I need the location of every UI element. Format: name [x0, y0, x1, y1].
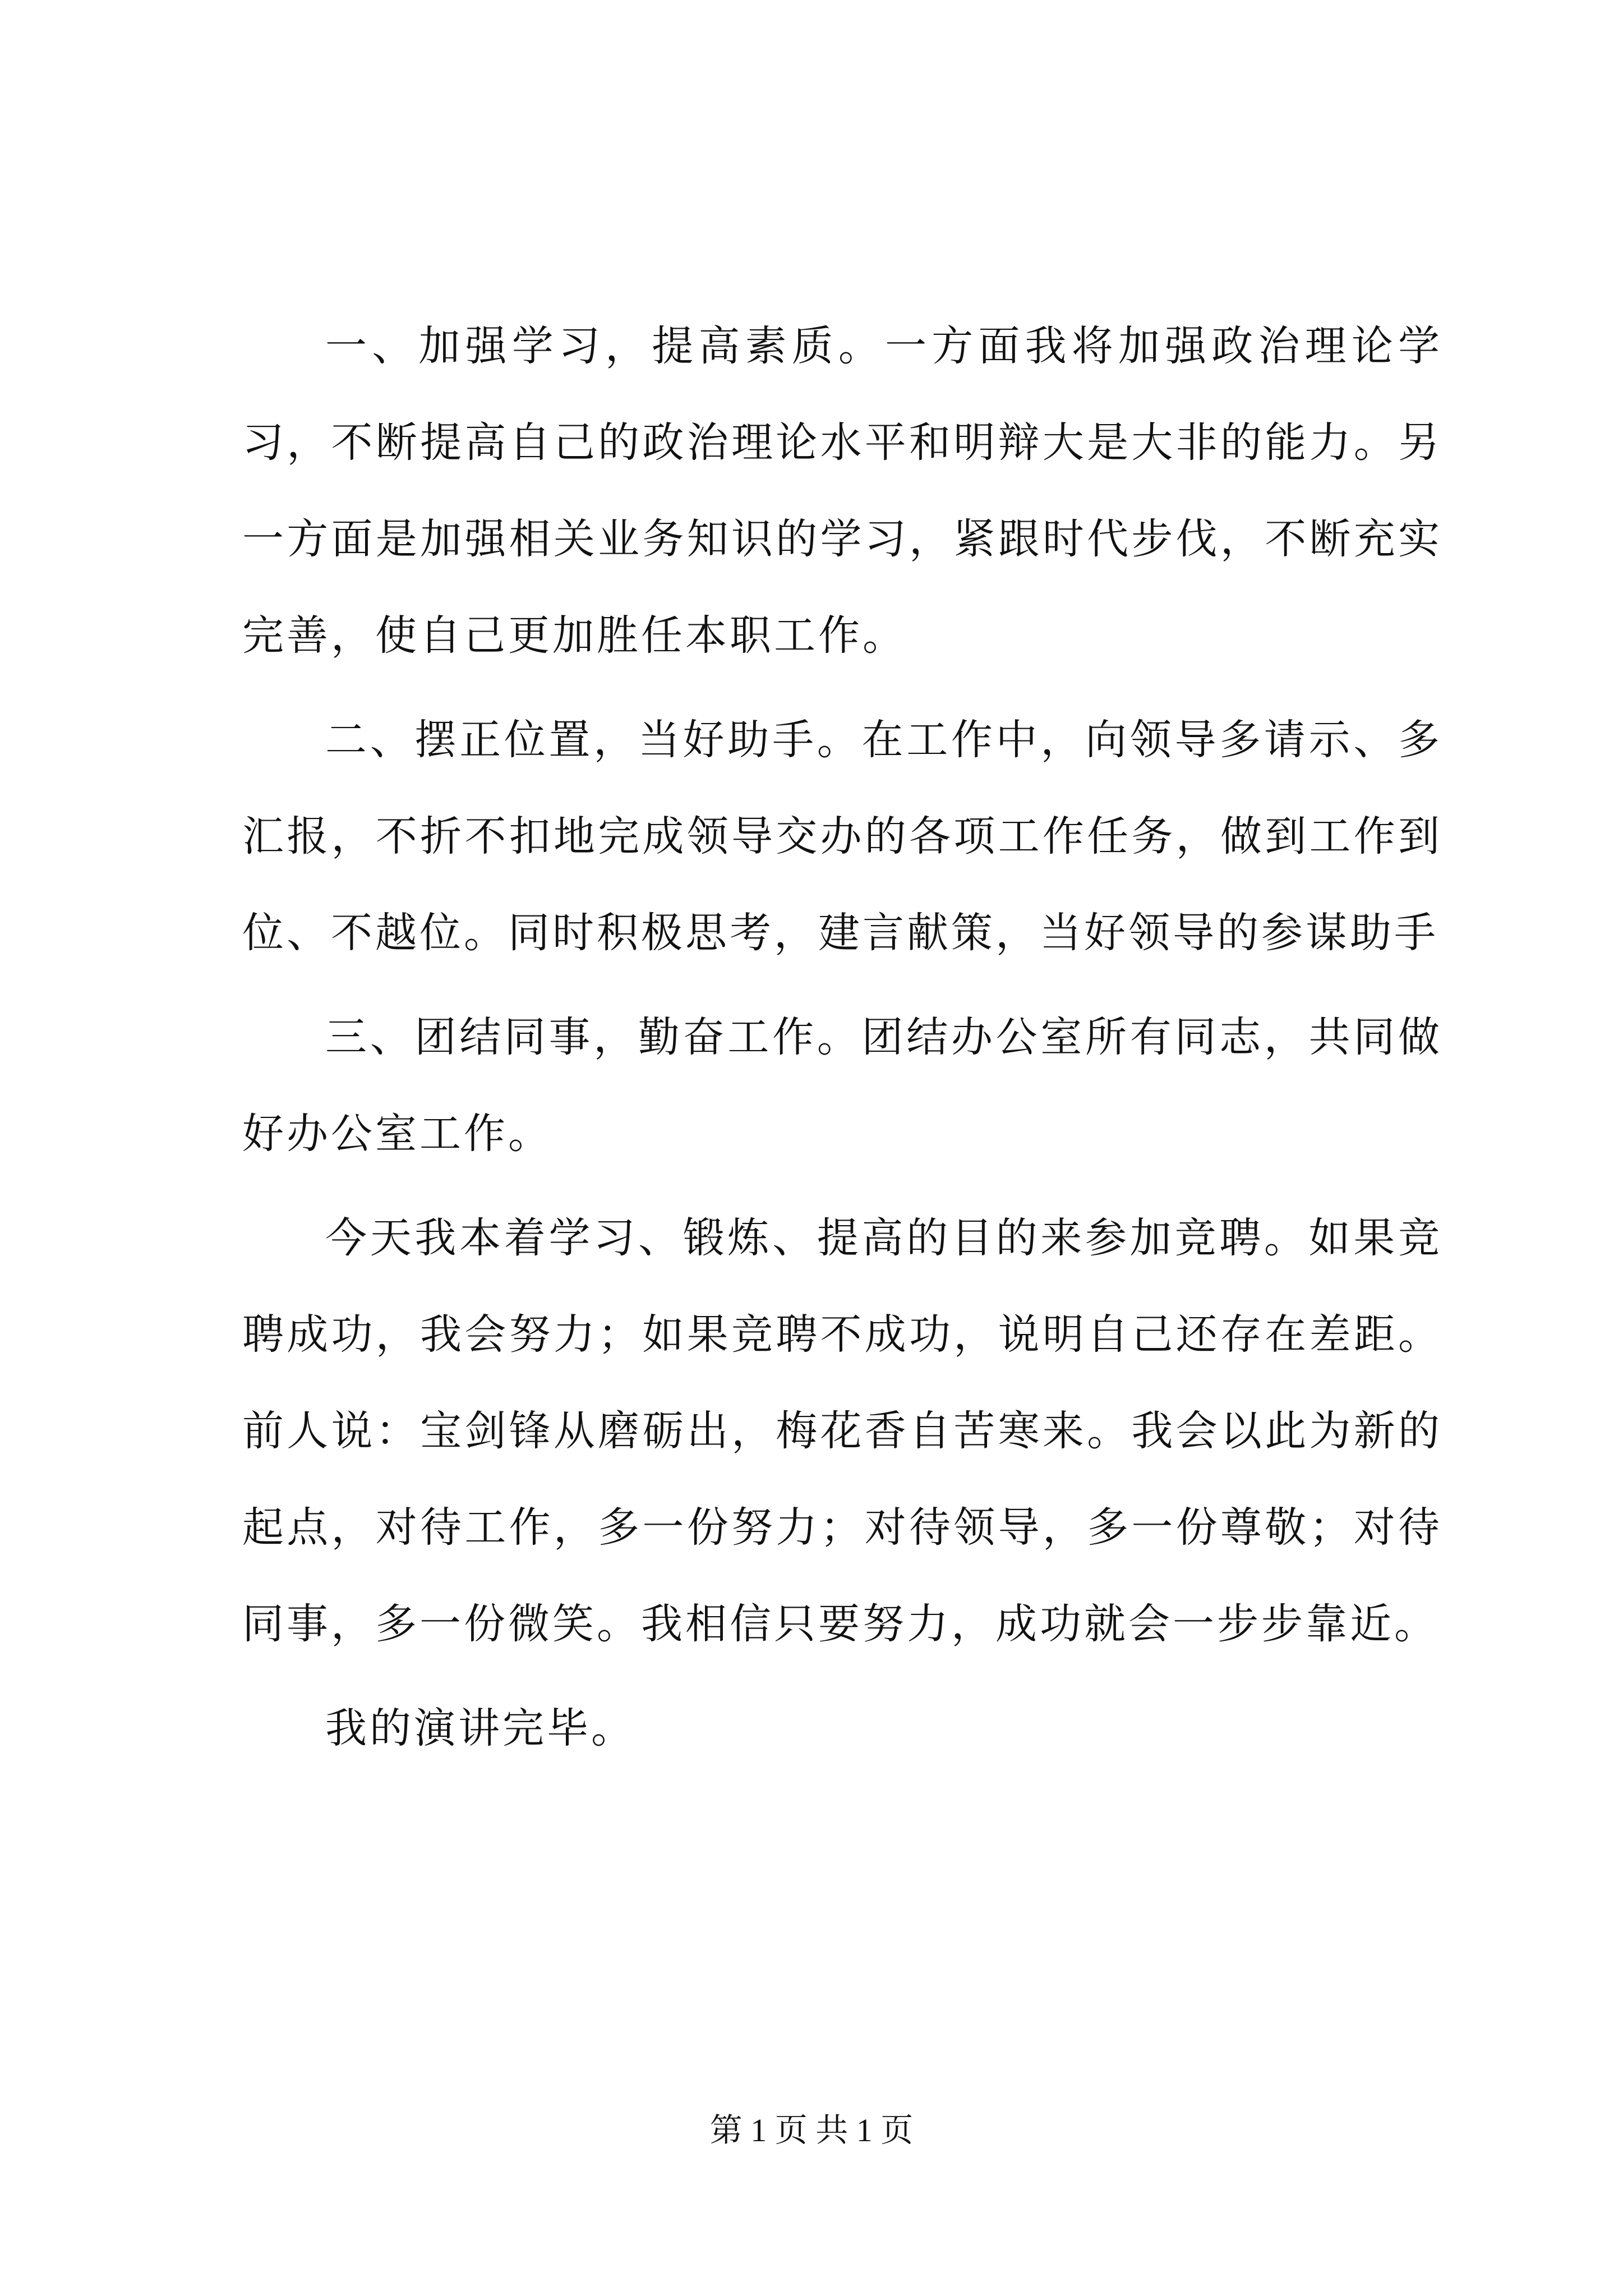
- paragraph-commitment: 今天我本着学习、锻炼、提高的目的来参加竞聘。如果竞聘成功，我会努力；如果竞聘不成功，说明自己还存在差距。前人说：宝剑锋从磨砺出，梅花香自苦寒来。我会以此为新的起点，对待工作，多一份努力；对待领导，多一份尊敬；对待同事，多一份微笑。我相信只要努力，成功就会一步步靠近。: [242, 1214, 1442, 1648]
- paragraph-study: 一、加强学习，提高素质。一方面我将加强政治理论学习，不断提高自己的政治理论水平和明辩大是大非的能力。另一方面是加强相关业务知识的学习，紧跟时代步伐，不断充实完善，使自己更加胜任本职工作。: [242, 322, 1442, 660]
- paragraph-closing: 我的演讲完毕。: [325, 1704, 635, 1752]
- document-body: [242, 298, 1442, 1784]
- page-footer: 第 1 页 共 1 页: [709, 2112, 914, 2148]
- paragraph-unity: 三、团结同事，勤奋工作。团结办公室所有同志，共同做好办公室工作。: [242, 1013, 1442, 1158]
- paragraph-position: 二、摆正位置，当好助手。在工作中，向领导多请示、多汇报，不折不扣地完成领导交办的各项工作任务，做到工作到位、不越位。同时积极思考，建言献策，当好领导的参谋助手: [242, 716, 1442, 957]
